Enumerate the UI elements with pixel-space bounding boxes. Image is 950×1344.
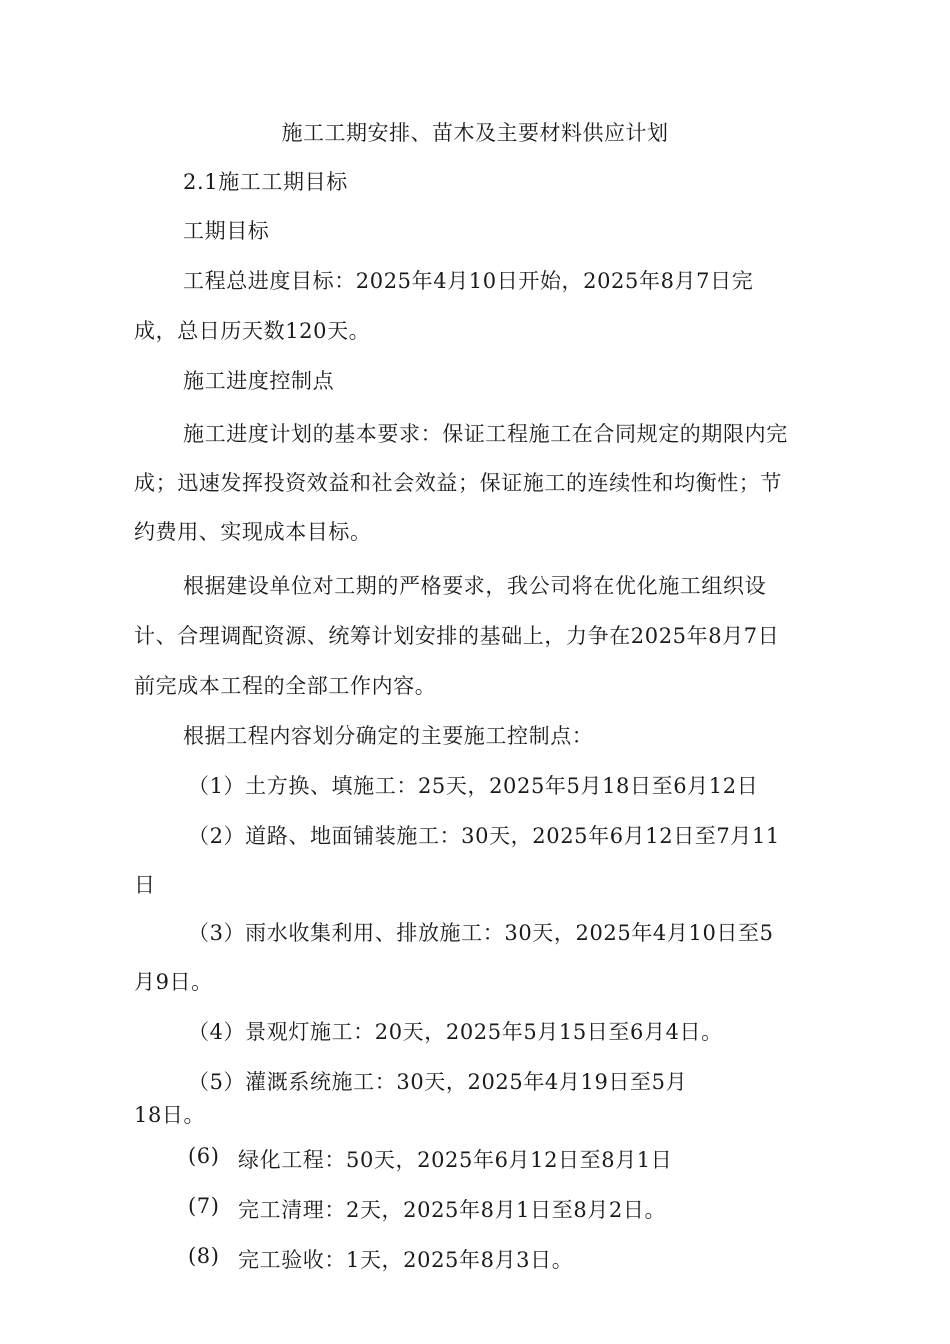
paragraph-line: 成，总日历天数120天。 xyxy=(134,319,371,343)
paragraph-line: 根据工程内容划分确定的主要施工控制点： xyxy=(183,724,594,748)
paragraph-line: 计、合理调配资源、统筹计划安排的基础上，力争在2025年8月7日 xyxy=(134,624,780,648)
list-item: 完工清理：2天，2025年8月1日至8月2日。 xyxy=(238,1198,667,1222)
list-item-continuation: 18日。 xyxy=(134,1103,206,1127)
list-item-number: (6) xyxy=(188,1144,220,1168)
list-item-continuation: 日 xyxy=(134,873,156,897)
list-item: （2）道路、地面铺装施工：30天，2025年6月12日至7月11 xyxy=(188,824,780,848)
list-item-number: (7) xyxy=(188,1194,220,1218)
list-item: （5）灌溉系统施工：30天，2025年4月19日至5月 xyxy=(188,1070,688,1094)
paragraph-line: 约费用、实现成本目标。 xyxy=(134,520,372,544)
paragraph-line: 成；迅速发挥投资效益和社会效益；保证施工的连续性和均衡性；节 xyxy=(134,471,782,495)
paragraph-line: 前完成本工程的全部工作内容。 xyxy=(134,674,437,698)
paragraph-line: 根据建设单位对工期的严格要求，我公司将在优化施工组织设 xyxy=(183,574,767,598)
paragraph-line: 工程总进度目标：2025年4月10日开始，2025年8月7日完 xyxy=(183,269,754,293)
document-title: 施工工期安排、苗木及主要材料供应计划 xyxy=(281,121,669,145)
list-item: （1）土方换、填施工：25天，2025年5月18日至6月12日 xyxy=(188,774,759,798)
list-item: 绿化工程：50天，2025年6月12日至8月1日 xyxy=(238,1148,673,1172)
sub-heading-schedule-target: 工期目标 xyxy=(183,219,270,243)
sub-heading-control-points: 施工进度控制点 xyxy=(183,369,335,393)
section-heading: 2.1施工工期目标 xyxy=(183,170,348,194)
list-item-number: (8) xyxy=(188,1244,220,1268)
paragraph-line: 施工进度计划的基本要求：保证工程施工在合同规定的期限内完 xyxy=(183,422,788,446)
list-item: （4）景观灯施工：20天，2025年5月15日至6月4日。 xyxy=(188,1020,723,1044)
list-item-continuation: 月9日。 xyxy=(134,970,213,994)
list-item: （3）雨水收集利用、排放施工：30天，2025年4月10日至5 xyxy=(188,921,774,945)
list-item: 完工验收：1天，2025年8月3日。 xyxy=(238,1248,574,1272)
